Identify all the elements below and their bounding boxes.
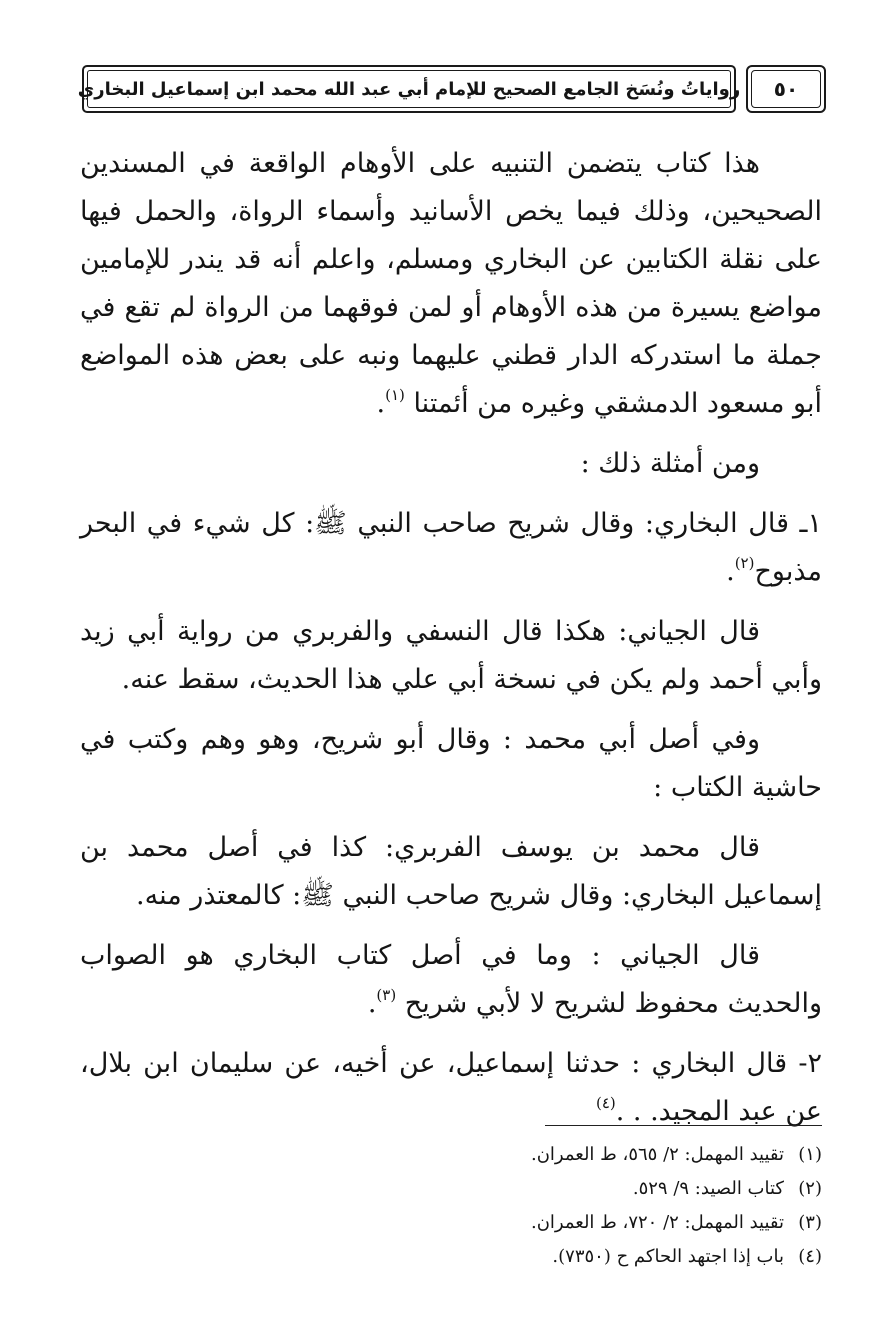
paragraph-end: . xyxy=(726,556,735,587)
footnote-text: باب إذا اجتهد الحاكم ح (٧٣٥٠). xyxy=(552,1246,784,1267)
footnote-number: (١) xyxy=(798,1144,822,1165)
header-title-box xyxy=(77,65,741,113)
footnote-ref: (٢) xyxy=(734,554,755,572)
paragraph-text: قال الجياني: هكذا قال النسفي والفربري من رواية أبي زيد وأبي أحمد ولم يكن في نسخة أبي علي هذا الحديث، سقط عنه. xyxy=(80,616,822,695)
footnote-item xyxy=(380,1206,822,1240)
footnote-text: كتاب الصيد: ٩/ ٥٢٩. xyxy=(632,1178,784,1199)
header-title: رواياتُ ونُسَخ الجامع الصحيح للإمام أبي عبد الله محمد ابن إسماعيل البخاري xyxy=(77,78,741,100)
footnote-text: تقييد المهمل: ٢/ ٥٦٥، ط العمران. xyxy=(530,1144,784,1165)
footnote-ref: (١) xyxy=(385,386,405,404)
footnote-ref: (٣) xyxy=(376,986,397,1004)
paragraph-text: قال محمد بن يوسف الفربري: كذا في أصل محمد بن إسماعيل البخاري: وقال شريح صاحب النبي ﷺ: كالمعتذر منه. xyxy=(80,832,822,911)
paragraph-text: هذا كتاب يتضمن التنبيه على الأوهام الواقعة في المسندين الصحيحين، وذلك فيما يخص الأسانيد وأسماء الرواة، والحمل فيها على نقلة الكتابين عن البخاري ومسلم، واعلم أنه قد يندر للإمامين مواضع يسيرة من هذه الأوهام أو لمن فوقهما من الرواة لم تقع في جملة ما استدركه الدار قطني عليهما ونبه على بعض هذه المواضع أبو مسعود الدمشقي وغيره من أئمتنا xyxy=(80,148,822,419)
paragraph-abu-muhammad xyxy=(80,716,822,812)
footnotes xyxy=(380,1138,822,1274)
paragraph-example-1 xyxy=(80,500,822,596)
footnote-separator xyxy=(545,1125,822,1126)
paragraph-intro xyxy=(80,140,822,428)
footnote-number: (٤) xyxy=(798,1246,822,1267)
paragraph-example-2 xyxy=(80,1040,822,1136)
footnote-ref: (٤) xyxy=(595,1094,616,1112)
paragraph-text: ومن أمثلة ذلك : xyxy=(580,448,760,479)
paragraph-end: . xyxy=(376,388,386,419)
paragraph-jayyani-1 xyxy=(80,608,822,704)
main-text xyxy=(80,140,822,1148)
footnote-item xyxy=(380,1172,822,1206)
footnote-item xyxy=(380,1138,822,1172)
paragraph-end: . xyxy=(367,988,377,1019)
footnote-item xyxy=(380,1240,822,1274)
paragraph-examples-heading xyxy=(80,440,822,488)
paragraph-firabri xyxy=(80,824,822,920)
paragraph-text: ٢- قال البخاري : حدثنا إسماعيل، عن أخيه، عن سليمان ابن بلال، عن عبد المجيد. . . xyxy=(80,1048,822,1127)
footnote-number: (٣) xyxy=(798,1212,822,1233)
footnote-text: تقييد المهمل: ٢/ ٧٢٠، ط العمران. xyxy=(530,1212,784,1233)
paragraph-jayyani-2 xyxy=(80,932,822,1028)
running-header xyxy=(78,63,826,117)
paragraph-text: وفي أصل أبي محمد : وقال أبو شريح، وهو وهم وكتب في حاشية الكتاب : xyxy=(80,724,822,803)
page-number: ٥٠ xyxy=(773,77,799,101)
page-number-box xyxy=(746,65,826,113)
paragraph-text: ١ـ قال البخاري: وقال شريح صاحب النبي ﷺ: كل شيء في البحر مذبوح xyxy=(80,508,822,587)
footnote-number: (٢) xyxy=(798,1178,822,1199)
paragraph-text: قال الجياني : وما في أصل كتاب البخاري هو الصواب والحديث محفوظ لشريح لا لأبي شريح xyxy=(80,940,822,1019)
